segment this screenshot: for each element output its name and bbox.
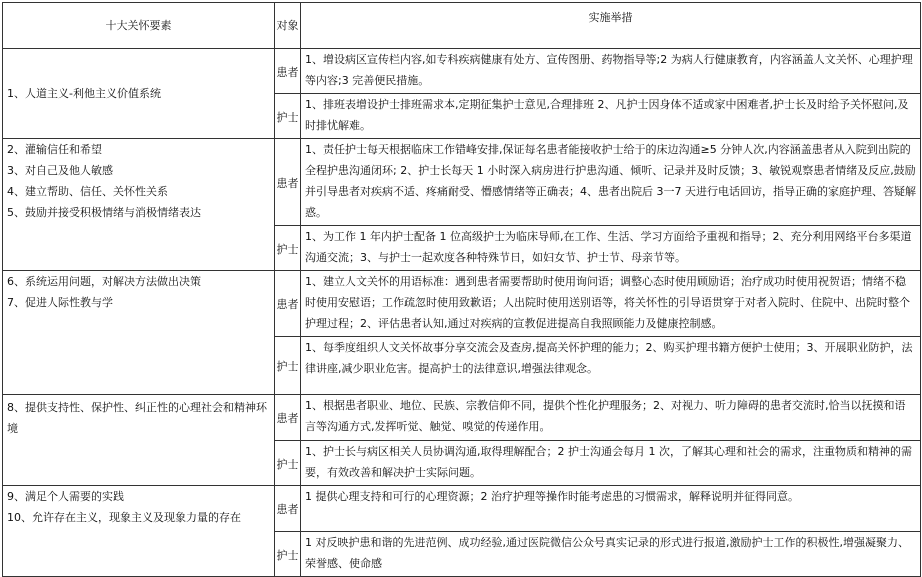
table-row [3,486,921,532]
factor-cell-2 [3,139,275,271]
object-cell: 护士 [275,226,301,271]
table-row [3,271,921,337]
factor-item: 1、人道主义-利他主义价值系统 [7,87,161,100]
header-object: 对象 [275,3,301,49]
object-cell: 护士 [275,532,301,577]
factor-item: 7、促进人际性教与学 [7,296,113,309]
table-row [3,139,921,226]
object-cell: 护士 [275,337,301,395]
factor-item: 10、允许存在主义，现象主义及现象力量的存在 [7,511,241,524]
measure-cell: 1、建立人文关怀的用语标准：遇到患者需要帮助时使用询问语；调整心态时使用顾励语；治疗成功时使用祝贺语；情绪不稳时使用安慰语；工作疏忽时使用致歉语；人出院时使用送别语等，将关怀性的引导语贯穿于对者入院时、住院中、出院时整个护理过程；2、评估患者认知,通过对疾病的宣教促进提高自我照顾能力及健康控制感。 [301,271,921,337]
table-row [3,49,921,94]
measure-cell: 1、为工作 1 年内护士配备 1 位高级护士为临床导师,在工作、生活、学习方面给予重视和指导；2、充分利用网络平台多渠道沟通交流；3、与护士一起欢度各种特殊节日，如妇女节、护士节、母亲节等。 [301,226,921,271]
measure-cell: 1、每季度组织人文关怀故事分享交流会及查房,提高关怀护理的能力；2、购买护理书籍方便护士使用；3、开展职业防护，法律讲座,减少职业危害。提高护士的法律意识,增强法律观念。 [301,337,921,395]
header-factors: 十大关怀要素 [3,3,275,49]
measure-cell: 1、责任护士每天根据临床工作错峰安排,保证每名患者能接收护士给于的床边沟通≥5 分钟人次,内容涵盖患者从入院到出院的全程护患沟通闭环; 2、护士长每天 1 小时深入病房进行护患沟通、倾听、记录并及时反馈；3、敏锐观察患者情绪及反应,鼓励并引导患者对疾病不适、疼痛耐受、懵感情绪等正确表；4、患者出院后 3一7 天进行电话回访，指导正确的家庭护理、答疑解惑。 [301,139,921,226]
factor-item: 6、系统运用问题，对解决方法做出决策 [7,275,201,288]
factor-item: 5、鼓励并接受积极情绪与消极情绪表达 [7,206,201,219]
factor-item: 8、提供支持性、保护性、纠正性的心理社会和精神环境 [7,401,267,435]
object-cell: 患者 [275,139,301,226]
factor-cell-5 [3,486,275,577]
object-cell: 患者 [275,395,301,441]
factor-item: 3、对自己及他人敏感 [7,164,113,177]
measure-cell: 1、根据患者职业、地位、民族、宗教信仰不同，提供个性化护理服务；2、对视力、听力障碍的患者交流时,恰当以抚摸和语言等沟通方式,发挥听觉、触觉、嗅觉的传递作用。 [301,395,921,441]
factor-item: 2、灌输信任和希望 [7,143,102,156]
measure-cell: 1 对反映护患和谐的先进范例、成功经验,通过医院微信公众号真实记录的形式进行报道,激励护士工作的积极性,增强凝聚力、荣誉感、使命感 [301,532,921,577]
factor-cell-3 [3,271,275,395]
factor-item: 4、建立帮助、信任、关怀性关系 [7,185,168,198]
object-cell: 患者 [275,49,301,94]
header-measures: 实施举措 [301,3,921,49]
measure-cell: 1 提供心理支持和可行的心理资源；2 治疗护理等操作时能考虑患的习惯需求，解释说明并征得同意。 [301,486,921,532]
object-cell: 患者 [275,271,301,337]
measure-cell: 1、护士长与病区相关人员协调沟通,取得理解配合；2 护士沟通会每月 1 次，了解其心理和社会的需求，注重物质和精神的需要，有效改善和解决护士实际问题。 [301,441,921,486]
measure-cell: 1、增设病区宣传栏内容,如专科疾病健康有处方、宣传图册、药物指导等;2 为病人行健康教育，内容涵盖人文关怀、心理护理等内容;3 完善便民措施。 [301,49,921,94]
care-factors-table [2,2,921,577]
object-cell: 护士 [275,441,301,486]
object-cell: 护士 [275,94,301,139]
measure-cell: 1、排班表增设护士排班需求本,定期征集护士意见,合理排班 2、凡护士因身体不适或家中困难者,护士长及时给予关怀慰问,及时排忧解难。 [301,94,921,139]
object-cell: 患者 [275,486,301,532]
factor-cell-1 [3,49,275,139]
factor-item: 9、满足个人需要的实践 [7,490,124,503]
table-row [3,395,921,441]
factor-cell-4 [3,395,275,486]
